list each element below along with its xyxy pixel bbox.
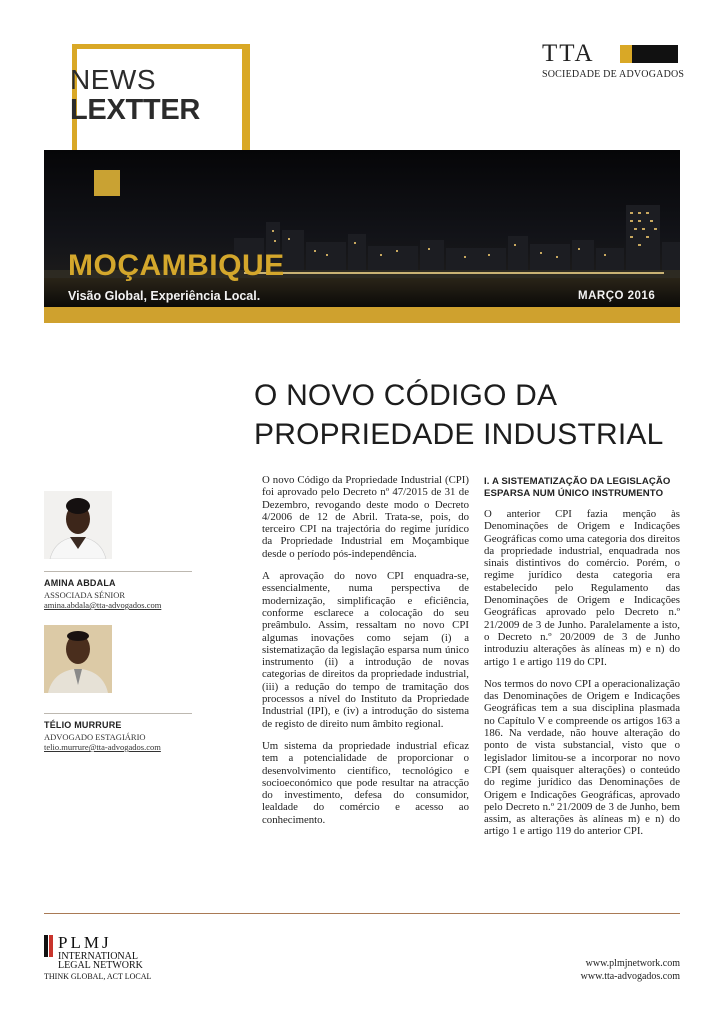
- newsletter-brand-bottom: LEXTTER: [70, 94, 201, 126]
- plmj-logo-accent: [49, 935, 53, 957]
- plmj-logo-bar: [44, 935, 48, 957]
- author-role: ASSOCIADA SÉNIOR: [44, 590, 125, 600]
- network-tagline: THINK GLOBAL, ACT LOCAL: [44, 972, 152, 981]
- newsletter-brand-top: NEWS: [70, 64, 156, 95]
- author-photo-telio: [44, 625, 112, 693]
- author-portrait-icon: [44, 625, 112, 693]
- gold-strip: [44, 307, 680, 323]
- city-skyline-image: [44, 150, 680, 307]
- author-portrait-icon: [44, 491, 112, 559]
- issue-date: MARÇO 2016: [578, 290, 656, 302]
- author-divider: [44, 713, 192, 714]
- tta-logo-text: TTA: [542, 40, 595, 67]
- footer-divider: [44, 913, 680, 914]
- footer-url-plmj[interactable]: www.plmjnetwork.com: [585, 958, 680, 969]
- author-divider: [44, 571, 192, 572]
- author-email-link[interactable]: amina.abdala@tta-advogados.com: [44, 600, 162, 610]
- author-name: AMINA ABDALA: [44, 578, 116, 588]
- article-column-2: [484, 476, 680, 848]
- author-photo-amina: [44, 491, 112, 559]
- country-title: MOÇAMBIQUE: [68, 249, 285, 282]
- network-line-2: LEGAL NETWORK: [58, 960, 143, 971]
- tta-logo: [528, 40, 685, 83]
- network-line-1: INTERNATIONAL: [58, 951, 138, 962]
- author-email-link[interactable]: telio.murrure@tta-advogados.com: [44, 742, 161, 752]
- article-title-line1: O NOVO CÓDIGO DA: [254, 379, 558, 412]
- city-night-banner: [44, 150, 680, 307]
- plmj-logo-text: PLMJ: [58, 933, 112, 952]
- paragraph: Nos termos do novo CPI a operacionalização das Denominações de Origem e Indicações Geográficas tem a sua disciplina plasmada no Capítulo V e compreende os artigos 163 a 186. Na verdade, não houve alteração do ponto de vista substancial, visto que o legislador limitou-se a incorporar no novo CPI (sem quaisquer alterações) o conteúdo do regime jurídico das Denominações de Origem e Indicações Geográficas, aprovado pelo Decreto n.º 21/2009 de 3 de Junho, bem assim, as alterações às alíneas m) e n) do artigo 1 e artigo 119 do anterior CPI.: [484, 677, 680, 838]
- tta-logo-accent: [620, 45, 632, 63]
- plmj-logo: [44, 933, 184, 981]
- paragraph: A aprovação do novo CPI enquadra-se, essencialmente, numa perspectiva de modernização, simplificação e eficiência, conforme esclarece a colocação do seu preâmbulo. Assim, ressaltam no novo CPI algumas inovações como sejam (i) a sistematização da legislação esparsa num único instrumento (ii) a introdução de novas categorias de direitos da propriedade industrial, (iii) a redução do tempo de tramitação dos processos a nível do Instituto da Propriedade Industrial (IPI), e (iv) a introdução do sistema de registo de direito num âmbito regional.: [262, 570, 469, 730]
- paragraph: Um sistema da propriedade industrial eficaz tem a potencialidade de proporcionar o desenvolvimento científico, tecnológico e socioeconómico que pode resultar na atracção do investimento, defesa do consumidor, lealdade do comércio e acesso ao conhecimento.: [262, 739, 469, 826]
- paragraph: O novo Código da Propriedade Industrial (CPI) foi aprovado pelo Decreto nº 47/2015 de 31 de Dezembro, revogando deste modo o Decreto 4/2006 de 12 de Abril. Trata-se, pois, do terceiro CPI na trajectória do regime jurídico da Propriedade Industrial em Moçambique desde o período pós-independência.: [262, 474, 469, 560]
- article-title-line2: PROPRIEDADE INDUSTRIAL: [254, 418, 664, 451]
- tagline: Visão Global, Experiência Local.: [68, 289, 261, 303]
- footer-url-tta[interactable]: www.tta-advogados.com: [580, 971, 680, 982]
- tta-firm-name: SOCIEDADE DE ADVOGADOS: [542, 69, 685, 80]
- author-role: ADVOGADO ESTAGIÁRIO: [44, 732, 146, 742]
- article-title: [254, 376, 684, 454]
- paragraph: O anterior CPI fazia menção às Denominações de Origem e Indicações Geográficas como uma categoria dos direitos da propriedade industrial, enquadrada nos sinais distintivos do comércio. Porém, o regime jurídico desta categoria era estabelecido pelo Regulamento das Denominações de Origem e Indicações Geográficas aprovado pelo Decreto n.º 21/2009 de 3 de Junho. Paralelamente a isto, o Decreto n.º 20/2009 de 3 de Junho introduziu alterações às alíneas m) e n) do artigo 1 e artigo 119 do CPI.: [484, 508, 680, 668]
- article-column-1: [262, 474, 469, 836]
- author-name: TÉLIO MURRURE: [44, 720, 122, 730]
- section-heading: I. A SISTEMATIZAÇÃO DA LEGISLAÇÃO ESPARSA NUM ÚNICO INSTRUMENTO: [484, 476, 671, 499]
